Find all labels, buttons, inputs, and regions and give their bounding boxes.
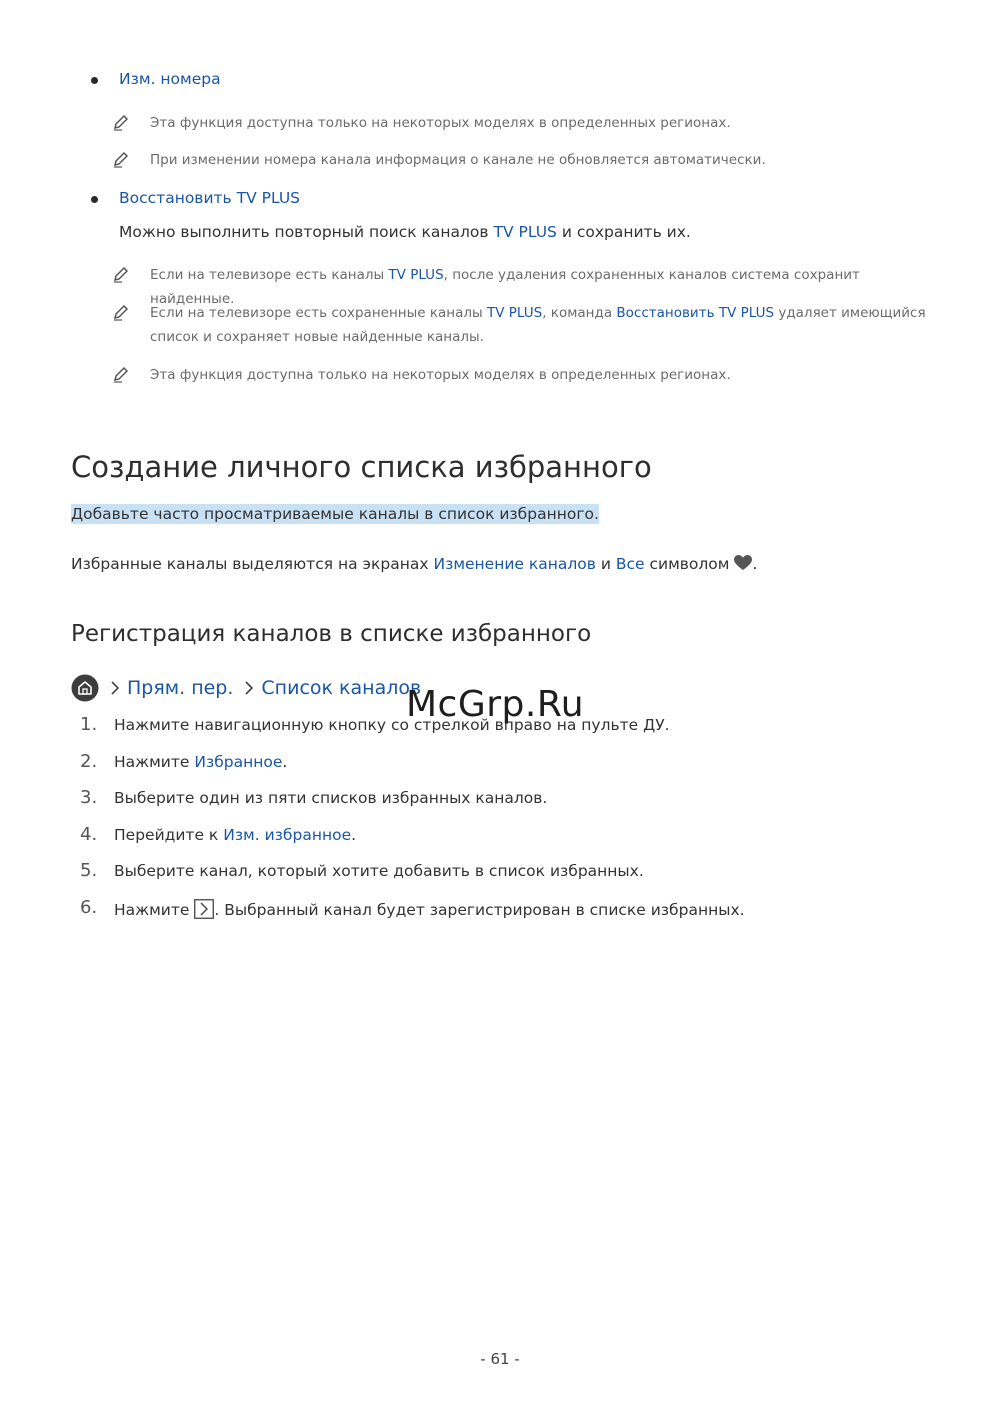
step-number: 1. xyxy=(80,714,98,735)
highlight-text: Добавьте часто просматриваемые каналы в список избранного. xyxy=(71,505,599,523)
home-icon[interactable] xyxy=(71,674,99,702)
text-fragment: символом xyxy=(644,555,735,573)
step-text xyxy=(114,753,287,771)
text-fragment: Избранные каналы выделяются на экранах xyxy=(71,555,434,573)
tvplus-link[interactable]: TV PLUS xyxy=(486,305,543,321)
step-number: 3. xyxy=(80,787,98,808)
watermark: McGrp.Ru xyxy=(406,684,585,725)
text-fragment: . xyxy=(282,753,288,771)
pencil-note-icon xyxy=(112,303,130,321)
bullet-dot xyxy=(91,77,98,84)
right-arrow-button-icon xyxy=(194,899,214,919)
step-text: Выберите канал, который хотите добавить в список избранных. xyxy=(114,862,644,880)
section-heading: Создание личного списка избранного xyxy=(71,450,652,484)
note-text: Эта функция доступна только на некоторых моделях в определенных регионах. xyxy=(150,367,731,383)
page-number: - 61 - xyxy=(480,1350,520,1368)
text-fragment: . xyxy=(351,826,357,844)
bullet-dot xyxy=(91,196,98,203)
text-fragment: , после удаления сохраненных каналов система сохранит найденные. xyxy=(150,267,860,307)
pencil-note-icon xyxy=(112,150,130,168)
note-text: При изменении номера канала информация о канале не обновляется автоматически. xyxy=(150,152,766,168)
restore-tvplus-link[interactable]: Восстановить TV PLUS xyxy=(616,305,775,321)
text-fragment: . Выбранный канал будет зарегистрирован в списке избранных. xyxy=(214,901,745,919)
heart-icon xyxy=(734,555,752,571)
text-fragment: Можно выполнить повторный поиск каналов xyxy=(119,223,494,241)
note-text xyxy=(150,301,930,349)
pencil-note-icon xyxy=(112,365,130,383)
note-text: Эта функция доступна только на некоторых моделях в определенных регионах. xyxy=(150,115,731,131)
tvplus-link[interactable]: TV PLUS xyxy=(493,223,557,241)
favorites-link[interactable]: Избранное xyxy=(194,753,283,771)
edit-channels-link[interactable]: Изменение каналов xyxy=(433,555,596,573)
highlighted-intro xyxy=(71,505,599,523)
step-number: 5. xyxy=(80,860,98,881)
breadcrumb-channel-list[interactable]: Список каналов xyxy=(261,677,422,699)
text-fragment: Нажмите xyxy=(114,901,195,919)
pencil-note-icon xyxy=(112,265,130,283)
all-link[interactable]: Все xyxy=(615,555,645,573)
step-text xyxy=(114,826,356,844)
favorites-paragraph xyxy=(71,555,757,573)
text-fragment: Перейдите к xyxy=(114,826,224,844)
text-fragment: . xyxy=(752,555,758,573)
text-fragment: , команда xyxy=(542,305,617,321)
text-fragment: и xyxy=(595,555,616,573)
text-fragment: Нажмите xyxy=(114,753,195,771)
step-number: 4. xyxy=(80,824,98,845)
text-fragment: Если на телевизоре есть каналы xyxy=(150,267,389,283)
text-fragment: удаляет имеющийся список и сохраняет новые найденные каналы. xyxy=(150,305,926,345)
breadcrumb-live-tv[interactable]: Прям. пер. xyxy=(127,677,234,699)
tvplus-link[interactable]: TV PLUS xyxy=(388,267,444,283)
text-fragment: Если на телевизоре есть сохраненные каналы xyxy=(150,305,487,321)
breadcrumb xyxy=(71,674,421,702)
step-text: Выберите один из пяти списков избранных каналов. xyxy=(114,789,548,807)
step-text xyxy=(114,899,745,919)
step-number: 6. xyxy=(80,897,98,918)
chevron-right-icon xyxy=(105,678,125,698)
pencil-note-icon xyxy=(112,113,130,131)
step-number: 2. xyxy=(80,751,98,772)
step-text: Нажмите навигационную кнопку со стрелкой вправо на пульте ДУ. xyxy=(114,716,670,734)
restore-description xyxy=(119,223,691,241)
edit-favorites-link[interactable]: Изм. избранное xyxy=(223,826,352,844)
bullet-title-restore-tvplus[interactable]: Восстановить TV PLUS xyxy=(119,189,300,207)
bullet-title-change-number[interactable]: Изм. номера xyxy=(119,70,221,88)
chevron-right-icon xyxy=(239,678,259,698)
subsection-heading: Регистрация каналов в списке избранного xyxy=(71,621,592,647)
text-fragment: и сохранить их. xyxy=(556,223,691,241)
